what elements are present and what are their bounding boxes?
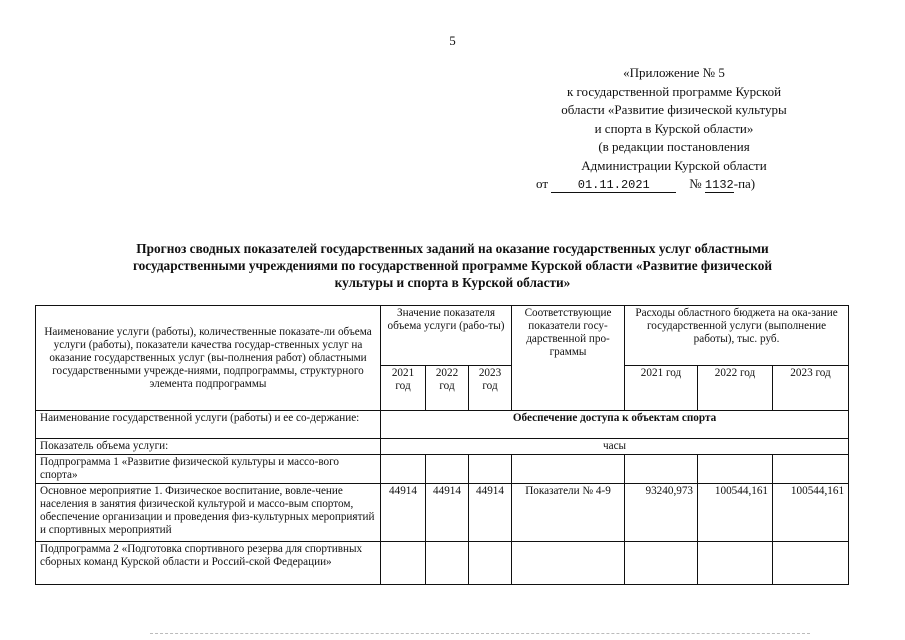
volume-2022 [426,542,469,585]
service-label: Наименование государственной услуги (работы) и ее со-держание: [36,411,381,439]
appendix-header [528,64,820,194]
volume-2021: 44914 [381,484,426,542]
volume-2023 [469,455,512,484]
appendix-line: Администрации Курской области [581,157,767,173]
volume-2023 [469,542,512,585]
header-budget-year: 2021 год [625,366,698,411]
header-volume-year: 2022 год [426,366,469,411]
number-prefix: № [689,176,702,191]
resolution-number: 1132 [704,178,734,192]
forecast-table [35,305,849,585]
service-value: Обеспечение доступа к объектам спорта [381,411,849,439]
row-name: Подпрограмма 2 «Подготовка спортивного резерва для спортивных сборных команд Курской области и Россий-ской Федерации» [36,542,381,585]
volume-unit: часы [381,439,849,455]
appendix-line: (в редакции постановления [598,139,750,154]
table-row [36,484,849,542]
appendix-line: к государственной программе Курской [566,83,782,99]
title-line: Прогноз сводных показателей государственных заданий на оказание государственных услуг областными [136,241,769,256]
header-name: Наименование услуги (работы), количественные показате-ли объема услуги (работы), показатели качества государ-ственных услуг на оказание государственных услуг (вы-полнения работ) областными государственными учрежде-ниями, подпрограммы, структурного элемента подпрограммы [36,306,381,411]
table-row [36,455,849,484]
budget-2021 [625,542,698,585]
row-indicators: Показатели № 4-9 [512,484,625,542]
budget-2023: 100544,161 [773,484,849,542]
volume-2022: 44914 [426,484,469,542]
header-budget-group: Расходы областного бюджета на ока-зание государственной услуги (выполнение работы), тыс. руб. [625,306,849,366]
header-budget-year: 2023 год [773,366,849,411]
table-row [36,542,849,585]
budget-2023 [773,455,849,484]
appendix-line: области «Развитие физической культуры [561,102,787,117]
row-name: Основное мероприятие 1. Физическое воспитание, вовле-чение населения в занятия физической культурой и массо-вым спортом, обеспечение организации и проведения физ-культурных мероприятий и спортивных мероприятий [36,484,381,542]
appendix-line: и спорта в Курской области» [594,120,754,136]
header-volume-year: 2021 год [381,366,426,411]
budget-2021 [625,455,698,484]
budget-2023 [773,542,849,585]
page-bottom-edge [150,633,810,634]
header-volume-group: Значение показателя объема услуги (рабо-ты) [381,306,512,366]
row-name: Подпрограмма 1 «Развитие физической культуры и массо-вого спорта» [36,455,381,484]
resolution-date: 01.11.2021 [551,178,676,193]
document-title [60,240,845,291]
date-prefix: от [536,176,549,191]
header-volume-year: 2023 год [469,366,512,411]
title-line: культуры и спорта в Курской области» [334,275,571,290]
row-indicators [512,455,625,484]
volume-2021 [381,542,426,585]
number-suffix: -па) [733,176,756,191]
page-number: 5 [449,33,456,48]
appendix-line: «Приложение № 5 [623,65,725,80]
title-line: государственными учреждениями по государственной программе Курской области «Развитие физической [132,258,773,273]
volume-label: Показатель объема услуги: [36,439,381,455]
volume-2023: 44914 [469,484,512,542]
volume-2021 [381,455,426,484]
header-indicators: Соответствующие показатели госу-дарственной про-граммы [512,306,625,411]
volume-2022 [426,455,469,484]
budget-2022 [698,455,773,484]
budget-2021: 93240,973 [625,484,698,542]
appendix-date-line [528,175,820,194]
header-budget-year: 2022 год [698,366,773,411]
budget-2022 [698,542,773,585]
budget-2022: 100544,161 [698,484,773,542]
row-indicators [512,542,625,585]
